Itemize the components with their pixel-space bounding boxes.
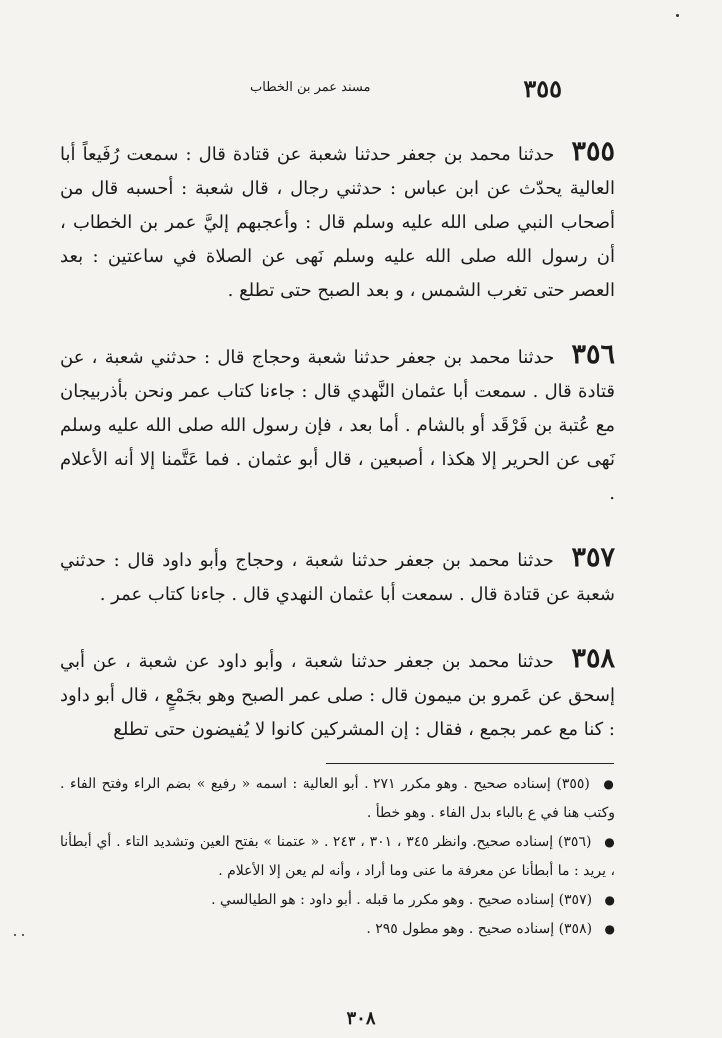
footnote-text: (٣٥٧) إسناده صحيح . وهو مكرر ما قبله . أبو داود : هو الطيالسي . bbox=[211, 892, 593, 908]
footnotes bbox=[60, 770, 615, 944]
bullet-icon: ● bbox=[603, 777, 615, 791]
page-header bbox=[40, 74, 682, 104]
hadith-number: ٣٥٦ bbox=[571, 339, 616, 370]
hadith-number: ٣٥٥ bbox=[571, 136, 615, 167]
footnote-text: (٣٥٦) إسناده صحيح. وانظر ٣٤٥ ، ٣٠١ ، ٢٤٣ . « عتمنا » بفتح العين وتشديد التاء . أي أبطأنا ، يريد : ما أبطأنا عن معرفة ما عنى وما أراد ، وأنه لم يعن إلا الأعلام . bbox=[60, 834, 615, 879]
hadith-paragraph bbox=[60, 642, 615, 747]
hadith-text: حدثنا محمد بن جعفر حدثنا شعبة ، وحجاج وأبو داود قال : حدثني شعبة عن قتادة قال . سمعت أبا عثمان النهدي قال . جاءنا كتاب عمر . bbox=[60, 550, 615, 605]
hadith-paragraph bbox=[60, 541, 615, 612]
ink-speck bbox=[676, 14, 679, 17]
ink-speck bbox=[22, 934, 24, 936]
hadith-text: حدثنا محمد بن جعفر حدثنا شعبة وحجاج قال : حدثني شعبة ، عن قتادة قال . سمعت أبا عثمان النَّهدي قال : جاءنا كتاب عمر ونحن بأذربيجان مع عُتبة بن فَرْقَد أو بالشام . أما بعد ، فإن رسول الله صلى الله عليه وسلم نَهى عن الحرير إلا هكذا ، أصبعين ، قال أبو عثمان . فما عَتَّمنا إلا أنه الأعلام . bbox=[60, 347, 615, 504]
footnote bbox=[60, 828, 615, 886]
hadith-paragraph bbox=[60, 135, 615, 308]
hadith-number: ٣٥٧ bbox=[571, 542, 615, 573]
bullet-icon: ● bbox=[604, 835, 616, 849]
bullet-icon: ● bbox=[604, 893, 615, 907]
bullet-icon: ● bbox=[604, 922, 615, 936]
footnote bbox=[60, 770, 615, 828]
hadith-number: ٣٥٨ bbox=[571, 643, 615, 674]
hadith-text: حدثنا محمد بن جعفر حدثنا شعبة ، وأبو داود عن شعبة ، عن أبي إسحق عن عَمرو بن ميمون قال : صلى عمر الصبح وهو بجَمْعٍ ، قال أبو داود : كنا مع عمر بجمع ، فقال : إن المشركين كانوا لا يُفيضون حتى تطلع bbox=[60, 651, 615, 740]
page-number: ٣٥٥ bbox=[523, 74, 562, 103]
folio-number: ٣٠٨ bbox=[346, 1008, 376, 1029]
running-title: مسند عمر بن الخطاب bbox=[250, 80, 371, 95]
hadith-text: حدثنا محمد بن جعفر حدثنا شعبة عن قتادة قال : سمعت رُفَيعاً أبا العالية يحدّث عن ابن عباس : حدثني رجال ، قال شعبة : أحسبه قال من أصحاب النبي صلى الله عليه وسلم قال : وأعجبهم إليَّ عمر بن الخطاب ، أن رسول الله صلى الله عليه وسلم نَهى عن الصلاة في ساعتين : بعد العصر حتى تغرب الشمس ، و بعد الصبح حتى تطلع . bbox=[60, 144, 615, 301]
footnote-text: (٣٥٨) إسناده صحيح . وهو مطول ٢٩٥ . bbox=[366, 921, 593, 937]
footnote-divider bbox=[326, 763, 614, 764]
footnote bbox=[60, 886, 615, 915]
ink-speck bbox=[14, 934, 16, 936]
hadith-text-body bbox=[60, 135, 615, 777]
footnote-text: (٣٥٥) إسناده صحيح . وهو مكرر ٢٧١ . أبو العالية : اسمه « رفيع » بضم الراء وفتح الفاء . وكتب هنا في ع بالباء بدل الفاء . وهو خطأ . bbox=[60, 776, 615, 821]
hadith-paragraph bbox=[60, 338, 615, 511]
footnote bbox=[60, 915, 615, 944]
